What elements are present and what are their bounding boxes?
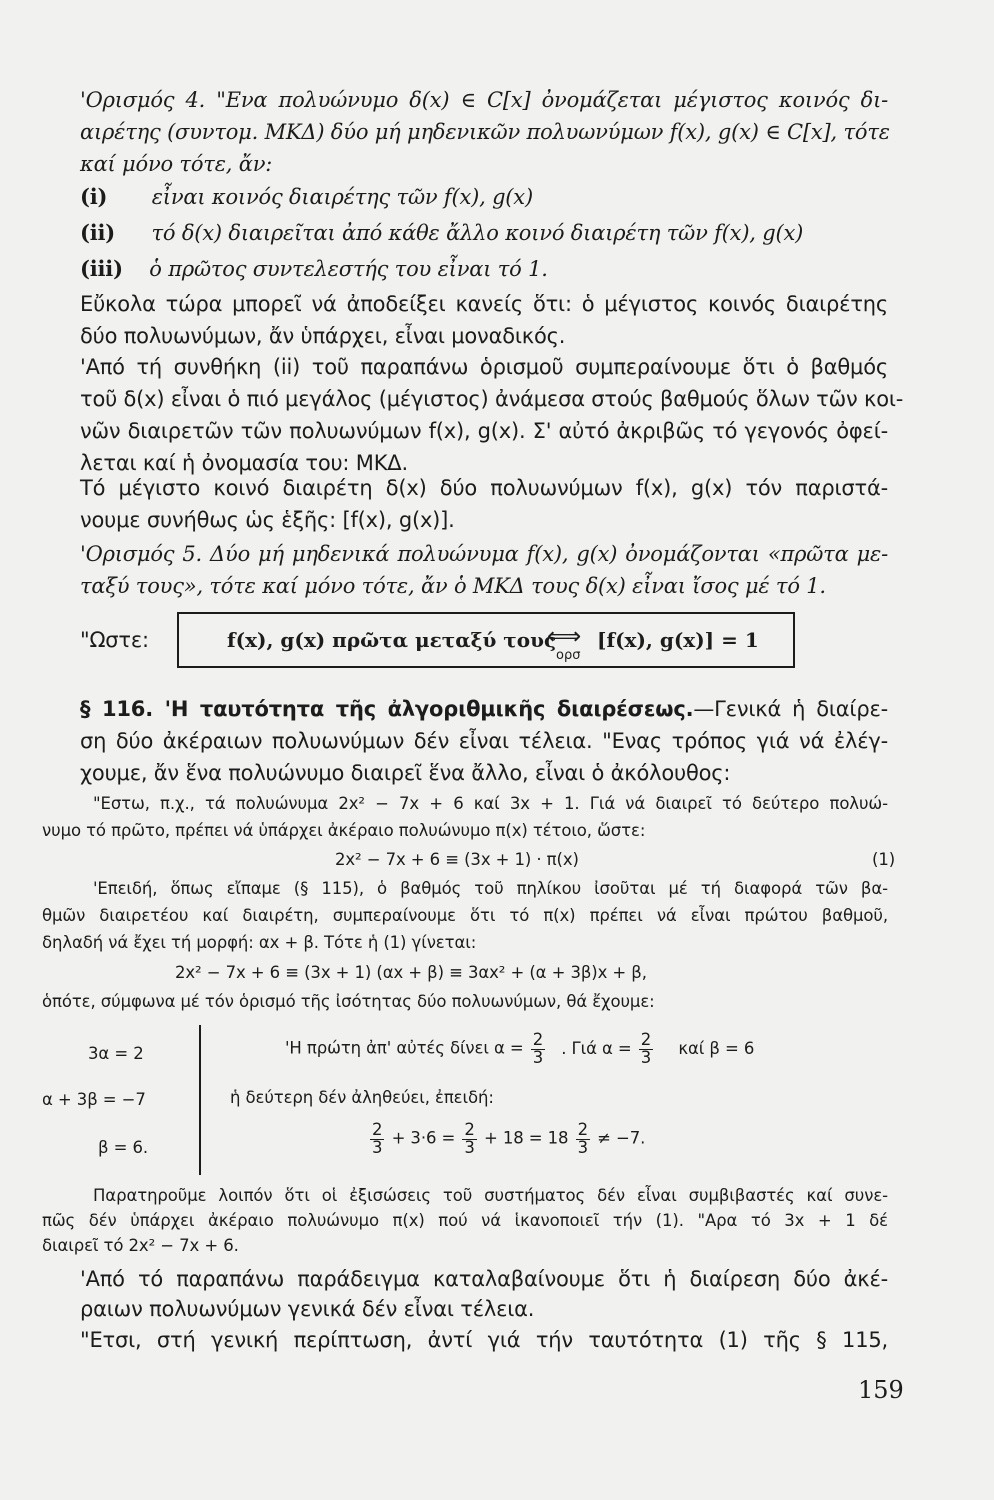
paragraph-2-line-4: λεται καί ἡ ὀνομασία του: ΜΚΔ. — [80, 451, 408, 475]
section-heading: § 116. 'Η ταυτότητα τῆς ἀλγοριθμικῆς διαιρέσεως. — [80, 697, 694, 721]
paragraph-1-line-1: Εὔκολα τώρα μπορεῖ νά ἀποδείξει κανείς ὅτι: ὁ μέγιστος κοινός διαιρέτης — [80, 292, 888, 316]
conclusion-line-1: Παρατηροῦμε λοιπόν ὅτι οἱ ἐξισώσεις τοῦ συστήματος δέν εἶναι συμβιβαστές καί συνε- — [93, 1186, 888, 1205]
item-number: (i) — [80, 184, 108, 209]
final-line-2: ραιων πολυωνύμων γενικά δέν εἶναι τέλεια. — [80, 1297, 535, 1321]
definition-4-line-3: καί μόνο τότε, ἄν: — [80, 152, 273, 176]
fraction-numerator: 2 — [640, 1030, 652, 1049]
fraction-two-thirds — [639, 1032, 653, 1066]
final-line-3: "Ετσι, στή γενική περίπτωση, ἀντί γιά τήν ταυτότητα (1) τῆς § 115, — [80, 1328, 888, 1352]
remark-1-mid: . Γιά α = — [561, 1038, 632, 1058]
fraction-denominator: 3 — [372, 1137, 383, 1157]
definition-4-item-iii — [80, 256, 548, 281]
remark-3-b: + 18 = 18 — [483, 1128, 569, 1148]
fraction-numerator: 2 — [532, 1030, 544, 1049]
remark-3-a: + 3·6 = — [391, 1128, 456, 1148]
section-116-line-1 — [80, 697, 888, 721]
conclusion-line-3: διαιρεῖ τό 2x² − 7x + 6. — [42, 1236, 239, 1255]
paragraph-1-line-2: δύο πολυωνύμων, ἄν ὑπάρχει, εἶναι μοναδικός. — [80, 324, 566, 348]
section-116-line-2: ση δύο ἀκέραιων πολυωνύμων δέν εἶναι τέλεια. "Ενας τρόπος γιά νά ἐλέγ- — [80, 729, 888, 753]
item-text: εἶναι κοινός διαιρέτης τῶν f(x), g(x) — [151, 185, 533, 209]
system-divider — [199, 1025, 201, 1175]
example-line-1: "Εστω, π.χ., τά πολυώνυμα 2x² − 7x + 6 καί 3x + 1. Γιά νά διαιρεῖ τό δεύτερο πολυώ- — [93, 794, 888, 813]
fraction-two-thirds — [370, 1122, 384, 1156]
fraction-numerator: 2 — [577, 1120, 589, 1139]
definition-4-item-ii — [80, 220, 803, 245]
system-equation-b: α + 3β = −7 — [42, 1090, 146, 1109]
item-number: (iii) — [80, 256, 123, 281]
example-line-3: 'Επειδή, ὅπως εἴπαμε (§ 115), ὁ βαθμός τοῦ πηλίκου ἰσοῦται μέ τή διαφορά τῶν βα- — [93, 879, 888, 898]
equation-2: 2x² − 7x + 6 ≡ (3x + 1) (αx + β) ≡ 3αx² + (α + 3β)x + β, — [175, 963, 647, 982]
definition-4-line-2: αιρέτης (συντομ. ΜΚΔ) δύο μή μηδενικῶν πολυωνύμων f(x), g(x) ∈ C[x], τότε — [80, 120, 890, 144]
box-left-statement: f(x), g(x) πρῶτα μεταξύ τους — [227, 628, 557, 652]
fraction-two-thirds — [462, 1122, 476, 1156]
example-line-4: θμῶν διαιρετέου καί διαιρέτη, συμπεραίνουμε ὅτι τό π(x) πρέπει νά εἶναι πρώτου βαθμοῦ, — [42, 906, 888, 925]
example-line-5: δηλαδή νά ἔχει τή μορφή: αx + β. Τότε ἡ (1) γίνεται: — [42, 933, 477, 952]
fraction-numerator: 2 — [372, 1120, 383, 1139]
example-line-6: ὁπότε, σύμφωνα μέ τόν ὁρισμό τῆς ἰσότητας δύο πολυωνύμων, θά ἔχουμε: — [42, 992, 655, 1011]
remark-1-end: καί β = 6 — [678, 1038, 755, 1058]
paragraph-2-line-2: τοῦ δ(x) εἶναι ὁ πιό μεγάλος (μέγιστος) ἀνάμεσα στούς βαθμούς ὅλων τῶν κοι- — [80, 387, 904, 411]
box-right-statement: [f(x), g(x)] = 1 — [597, 628, 759, 652]
paragraph-2-line-3: νῶν διαιρετῶν τῶν πολυωνύμων f(x), g(x). Σ' αὐτό ἀκριβῶς τό γεγονός ὀφεί- — [80, 419, 888, 443]
item-text: τό δ(x) διαιρεῖται ἀπό κάθε ἄλλο κοινό διαιρέτη τῶν f(x), g(x) — [151, 221, 804, 245]
section-heading-rest: —Γενικά ἡ διαίρε- — [693, 697, 888, 721]
definition-4-item-i — [80, 184, 533, 209]
equation-1: 2x² − 7x + 6 ≡ (3x + 1) · π(x) — [335, 850, 579, 869]
fraction-numerator: 2 — [464, 1120, 475, 1139]
fraction-denominator: 3 — [640, 1047, 652, 1067]
definition-5-line-2: ταξύ τους», τότε καί μόνο τότε, ἄν ὁ ΜΚΔ τους δ(x) εἶναι ἴσος μέ τό 1. — [80, 574, 826, 598]
remark-3-c: ≠ −7. — [597, 1128, 646, 1148]
definition-5-line-1: 'Ορισμός 5. Δύο μή μηδενικά πολυώνυμα f(x), g(x) ὀνομάζονται «πρῶτα με- — [80, 542, 888, 566]
arrow-label: ορσ — [556, 648, 581, 663]
system-equation-c: β = 6. — [98, 1138, 148, 1157]
page-number: 159 — [858, 1376, 904, 1404]
paragraph-3-line-1: Τό μέγιστο κοινό διαιρέτη δ(x) δύο πολυωνύμων f(x), g(x) τόν παριστά- — [80, 476, 888, 500]
system-remark-2: ἡ δεύτερη δέν ἀληθεύει, ἐπειδή: — [230, 1088, 494, 1107]
paragraph-3-line-2: νουμε συνήθως ὡς ἑξῆς: [f(x), g(x)]. — [80, 508, 455, 532]
box-prefix: "Ωστε: — [80, 628, 149, 652]
example-line-2: νυμο τό πρῶτο, πρέπει νά ὑπάρχει ἀκέραιο πολυώνυμο π(x) τέτοιο, ὥστε: — [42, 821, 646, 840]
system-equation-a: 3α = 2 — [88, 1044, 144, 1063]
fraction-denominator: 3 — [464, 1137, 475, 1157]
section-116-line-3: χουμε, ἄν ἕνα πολυώνυμο διαιρεῖ ἕνα ἄλλο, εἶναι ὁ ἀκόλουθος: — [80, 761, 731, 785]
fraction-two-thirds — [531, 1032, 545, 1066]
fraction-denominator: 3 — [532, 1047, 544, 1067]
item-number: (ii) — [80, 220, 116, 245]
equation-1-number: (1) — [872, 850, 896, 869]
fraction-denominator: 3 — [577, 1137, 589, 1157]
paragraph-2-line-1: 'Από τή συνθήκη (ii) τοῦ παραπάνω ὁρισμοῦ συμπεραίνουμε ὅτι ὁ βαθμός — [80, 355, 888, 379]
definition-4-line-1: 'Ορισμός 4. "Ενα πολυώνυμο δ(x) ∈ C[x] ὀνομάζεται μέγιστος κοινός δι- — [80, 88, 888, 112]
system-remark-3 — [368, 1122, 645, 1156]
system-remark-1 — [285, 1032, 754, 1066]
conclusion-line-2: πῶς δέν ὑπάρχει ἀκέραιο πολυώνυμο π(x) πού νά ἱκανοποιεῖ τήν (1). "Αρα τό 3x + 1 δέ — [42, 1211, 888, 1230]
final-line-1: 'Από τό παραπάνω παράδειγμα καταλαβαίνουμε ὅτι ἡ διαίρεση δύο ἀκέ- — [80, 1267, 888, 1291]
fraction-two-thirds — [576, 1122, 590, 1156]
equivalence-arrow-icon: ⟺ — [547, 622, 582, 650]
remark-1-text: 'Η πρώτη ἀπ' αὐτές δίνει α = — [285, 1038, 524, 1058]
definition-box — [177, 612, 795, 668]
item-text: ὁ πρῶτος συντελεστής του εἶναι τό 1. — [149, 257, 548, 281]
